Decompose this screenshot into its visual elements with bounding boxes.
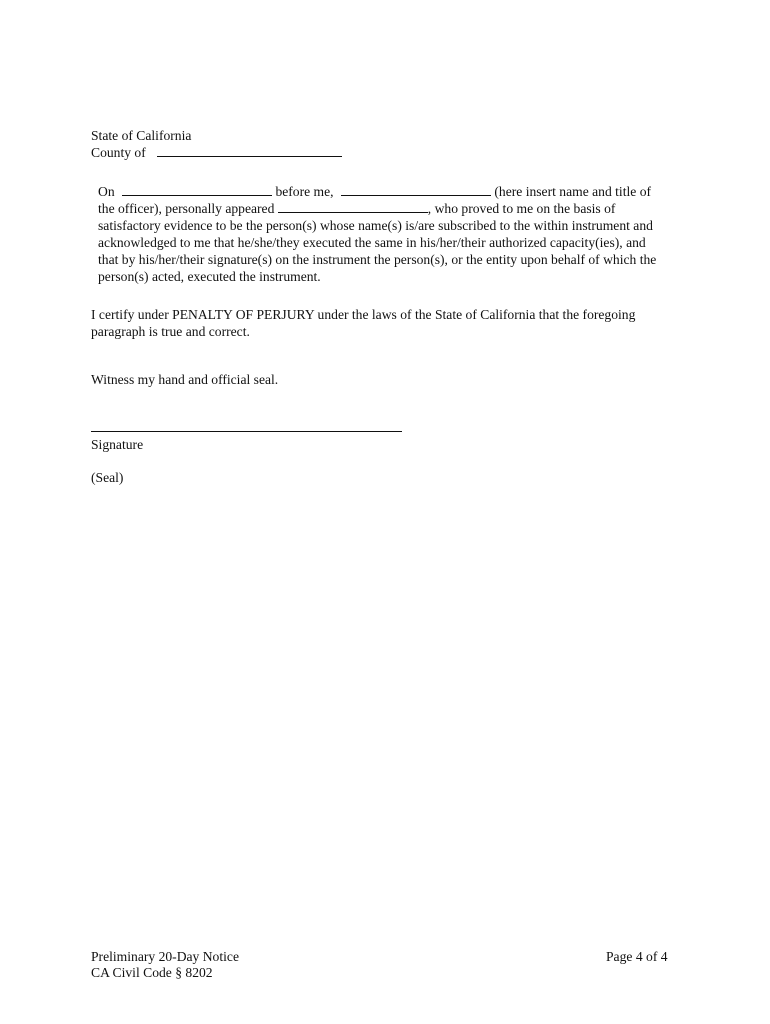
witness-statement: Witness my hand and official seal. bbox=[91, 372, 279, 387]
state-heading: State of California bbox=[91, 128, 192, 143]
footer-code: CA Civil Code § 8202 bbox=[91, 965, 213, 980]
page-number: Page 4 of 4 bbox=[606, 949, 668, 964]
signature-line[interactable] bbox=[91, 431, 402, 432]
certification-paragraph: I certify under PENALTY OF PERJURY under the laws of the State of California that the foregoing paragraph is true and correct. bbox=[91, 307, 636, 339]
acknowledgment-paragraph: On before me, (here insert name and title of the officer), personally appeared , who proved to me on the basis of satisfactory evidence to be the person(s) whose name(s) is/are subscribed to the within instrument and acknowledged to me that he/she/they executed the same in his/her/their authorized capacity(ies), and that by his/her/their signature(s) on the instrument the person(s), or the entity upon behalf of which the person(s) acted, executed the instrument. bbox=[98, 184, 657, 284]
footer-form-title: Preliminary 20-Day Notice bbox=[91, 949, 239, 964]
county-label: County of bbox=[91, 145, 146, 160]
county-blank[interactable] bbox=[157, 144, 342, 157]
county-row bbox=[91, 144, 342, 161]
signer-name-blank[interactable] bbox=[278, 200, 428, 213]
signature-label: Signature bbox=[91, 437, 144, 452]
officer-name-blank[interactable] bbox=[341, 183, 491, 196]
date-blank[interactable] bbox=[122, 183, 272, 196]
seal-label: (Seal) bbox=[91, 470, 124, 485]
